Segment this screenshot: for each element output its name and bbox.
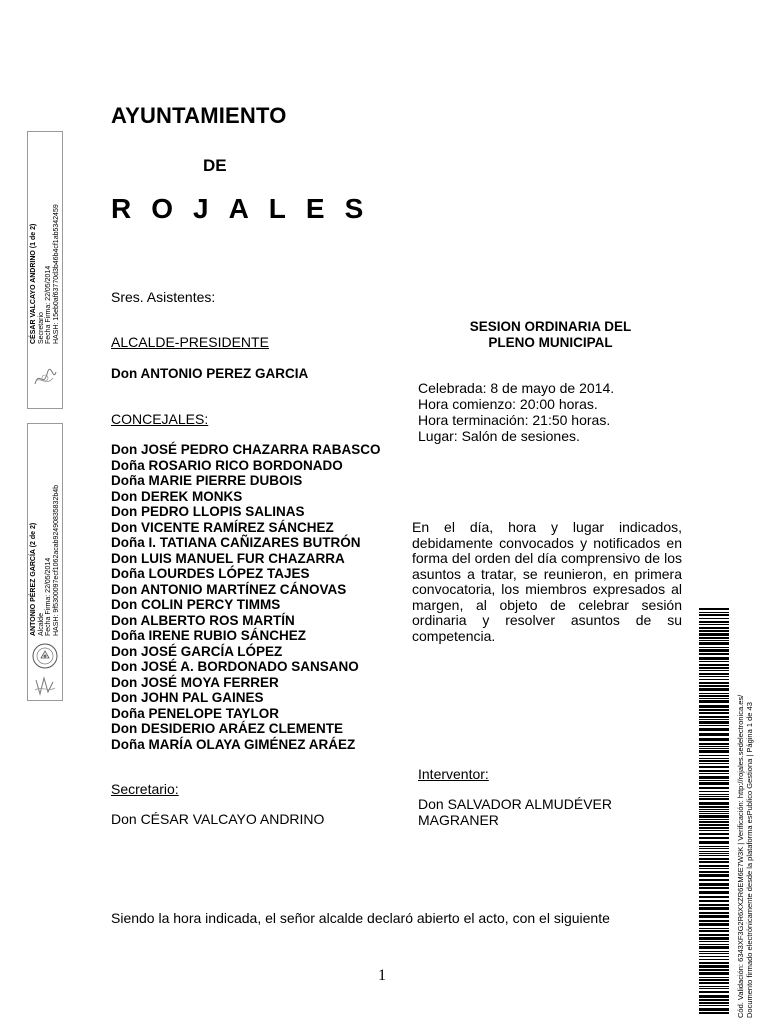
councillor-item: Don JOSÉ PEDRO CHAZARRA RABASCO (111, 442, 381, 457)
session-title (418, 319, 683, 351)
councillor-item: Don JOSÉ A. BORDONADO SANSANO (111, 659, 359, 674)
attendees-label: Sres. Asistentes: (111, 289, 216, 305)
councillor-item: Doña IRENE RUBIO SÁNCHEZ (111, 628, 307, 643)
councillor-item: Doña ROSARIO RICO BORDONADO (111, 457, 343, 473)
councillors-heading: CONCEJALES: (111, 411, 209, 427)
intervenor-name (418, 796, 612, 828)
councillor-item: Doña PENELOPE TAYLOR (111, 705, 280, 721)
intervenor-heading: Interventor: (418, 766, 489, 782)
session-title-line2: PLENO MUNICIPAL (488, 335, 613, 350)
session-title-line1: SESION ORDINARIA DEL (469, 319, 632, 334)
document-title: AYUNTAMIENTO (111, 103, 287, 128)
intervenor-line1: Don SALVADOR ALMUDÉVER (418, 796, 612, 812)
signature2-name: ANTONIO PÉREZ GARCÍA (2 de 2) (30, 522, 37, 636)
mayor-heading: ALCALDE-PRESIDENTE (111, 334, 269, 350)
signature-scribble-icon (31, 364, 59, 392)
signature2-text (30, 485, 60, 636)
barcode-icon (699, 608, 729, 1016)
councillor-item: Doña MARÍA OLAYA GIMÉNEZ ARÁEZ (111, 736, 356, 752)
councillor-item: Doña MARIE PIERRE DUBOIS (111, 473, 303, 488)
place: Lugar: Salón de sesiones. (418, 428, 580, 444)
councillor-item: Don VICENTE RAMÍREZ SÁNCHEZ (111, 519, 334, 535)
signature1-text (30, 204, 60, 344)
signature-stamp-secretary (27, 131, 63, 409)
end-time: Hora terminación: 21:50 horas. (418, 412, 611, 428)
title-de: DE (203, 156, 227, 175)
councillor-item: Don LUIS MANUEL FUR CHAZARRA (111, 550, 345, 566)
councillor-item: Don DEREK MONKS (111, 488, 243, 504)
intervenor-line2: MAGRANER (418, 812, 499, 828)
signature1-role: Secretario (37, 312, 45, 344)
municipal-seal-icon (31, 642, 59, 670)
councillor-item: Don JOSÉ GARCÍA LÓPEZ (111, 643, 283, 659)
town-name: ROJALES (111, 193, 384, 224)
councillor-item: Don JOHN PAL GAINES (111, 690, 264, 705)
councillors-list (111, 442, 381, 752)
councillor-item: Don ALBERTO ROS MARTÍN (111, 612, 295, 628)
session-details (418, 380, 614, 444)
councillor-item: Doña LOURDES LÓPEZ TAJES (111, 566, 310, 581)
validation-line2: Documento firmado electrónicamente desde la plataforma esPublico Gestiona | Página 1 de 43 (745, 702, 754, 1018)
signature-stamp-mayor (27, 423, 63, 701)
councillor-item: Don PEDRO LLOPIS SALINAS (111, 504, 305, 519)
signature1-hash: HASH: 15eb0af63770d3b46b4cf1ab5342459 (52, 204, 60, 344)
page-number: 1 (378, 967, 386, 984)
validation-line1: Cód. Validación: 6343XF3G2R6XXZR6EM6E7W3K | Verificación: http://rojales.sedelectronica.es/ (736, 694, 745, 1018)
councillor-item: Don COLIN PERCY TIMMS (111, 597, 281, 612)
signature-scribble-icon (31, 672, 59, 700)
signature2-hash: HASH: 9f5300097ecf1062acab92490835832b4b (52, 484, 60, 636)
secretary-name: Don CÉSAR VALCAYO ANDRINO (111, 811, 325, 827)
councillor-item: Doña I. TATIANA CAÑIZARES BUTRÓN (111, 535, 361, 550)
signature2-date: Fecha Firma: 22/05/2014 (45, 557, 52, 636)
secretary-heading: Secretario: (111, 781, 179, 797)
intro-paragraph: En el día, hora y lugar indicados, debidamente convocados y notificados en forma del orden del día comprensivo de los asuntos a tratar, se reunieron, en primera convocatoria, los miembros expresados al margen, al objeto de celebrar sesión ordinaria y resolver asuntos de su competencia. (412, 519, 682, 644)
signature1-date: Fecha Firma: 22/05/2014 (45, 265, 52, 344)
held-date: Celebrada: 8 de mayo de 2014. (418, 380, 615, 396)
councillor-item: Don JOSÉ MOYA FERRER (111, 674, 279, 690)
councillor-item: Don DESIDERIO ARÁEZ CLEMENTE (111, 721, 344, 736)
validation-text (736, 695, 754, 1018)
signature2-role: Alcalde (37, 613, 45, 636)
signature1-name: CÉSAR VALCAYO ANDRINO (1 de 2) (30, 223, 37, 344)
start-time: Hora comienzo: 20:00 horas. (418, 396, 598, 412)
councillor-item: Don ANTONIO MARTÍNEZ CÁNOVAS (111, 581, 347, 597)
mayor-name: Don ANTONIO PEREZ GARCIA (111, 366, 309, 381)
closing-sentence: Siendo la hora indicada, el señor alcalde declaró abierto el acto, con el siguiente (111, 910, 610, 926)
